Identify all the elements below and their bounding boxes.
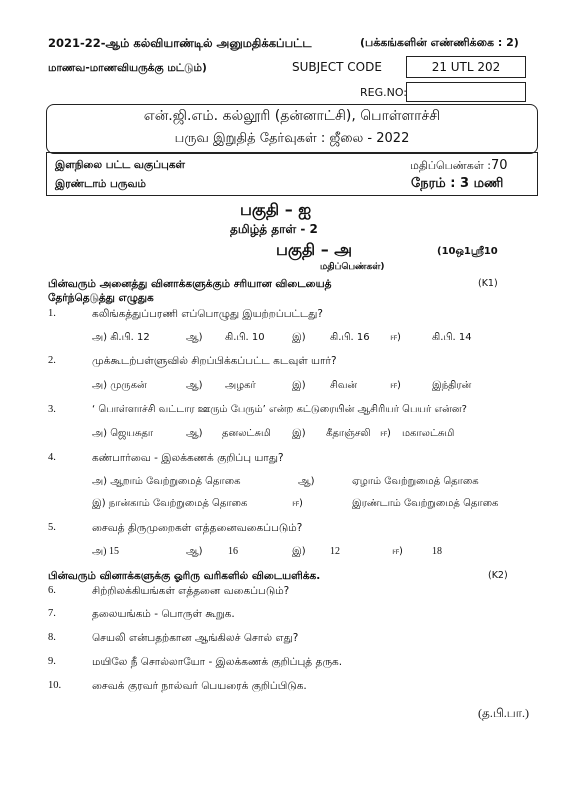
regno-field[interactable]	[406, 82, 526, 102]
question-text: மயிலே நீ சொல்லாயோ - இலக்கணக் குறிப்புத் தருக.	[92, 656, 343, 668]
option-c: இ) நான்காம் வேற்றுமைத் தொகை	[92, 498, 248, 509]
option-c: சிவன்	[330, 380, 358, 391]
header-students-note: மாணவ-மாணவியருக்கு மட்டும்)	[48, 62, 207, 74]
marks-label-text: மதிப்பெண்கள் :	[410, 159, 491, 172]
section-a-instruction-cont: தேர்ந்தெடுத்து எழுதுக	[48, 292, 154, 304]
question-number: 6.	[48, 585, 56, 596]
option-d-marker: ஈ)	[390, 380, 401, 391]
option-c-marker: இ)	[292, 546, 306, 557]
question-text: ‘ பொள்ளாச்சி வட்டார ஊரும் பேரும்’ என்ற கட்டுரையின் ஆசிரியர் பெயர் என்ன?	[92, 404, 467, 415]
option-b: ஏழாம் வேற்றுமைத் தொகை	[352, 476, 479, 487]
course-name: இளநிலை பட்ட வகுப்புகள்	[55, 159, 186, 171]
question-number: 10.	[48, 680, 62, 691]
option-c: 12	[330, 546, 340, 557]
option-d-marker: ஈ)	[292, 498, 303, 509]
section-a-level: (K1)	[478, 278, 498, 289]
paper-title: தமிழ்த் தாள் - 2	[230, 222, 318, 236]
section-a-marks: (10ஒ1ஸ்ரீ10	[437, 246, 498, 257]
option-d-marker: ஈ)	[390, 332, 401, 343]
question-text: முக்கூடற்பள்ளுவில் சிறப்பிக்கப்பட்ட கடவுள் யார்?	[92, 355, 337, 367]
section-b-level: (K2)	[488, 570, 508, 581]
option-d: 18	[432, 546, 442, 557]
option-c-marker: இ)	[292, 380, 306, 391]
option-a: அ) கி.பி. 12	[92, 332, 150, 343]
course-info-box	[46, 152, 538, 196]
question-number: 1.	[48, 308, 56, 319]
college-title-box	[46, 104, 538, 154]
semester: இரண்டாம் பருவம்	[55, 178, 146, 190]
question-number: 7.	[48, 608, 56, 619]
option-b: தனலட்சுமி	[222, 428, 271, 439]
option-b: அழகர்	[225, 380, 256, 391]
please-turn-over: (த.பி.பா.)	[478, 706, 529, 720]
subject-code-label: SUBJECT CODE	[292, 60, 382, 74]
question-text: சிற்றிலக்கியங்கள் எத்தனை வகைப்படும்?	[92, 585, 290, 597]
question-text: கலிங்கத்துப்பரணி எப்பொழுது இயற்றப்பட்டது?	[92, 308, 323, 320]
option-c-marker: இ)	[292, 332, 306, 343]
question-number: 2.	[48, 355, 56, 366]
section-b-instruction: பின்வரும் வினாக்களுக்கு ஓரிரு வரிகளில் விடையளிக்க.	[48, 570, 321, 582]
subject-code-box: 21 UTL 202	[406, 56, 526, 78]
question-text: சைவக் குரவர் நால்வர் பெயரைக் குறிப்பிடுக.	[92, 680, 307, 692]
option-a: அ) ஆறாம் வேற்றுமைத் தொகை	[92, 476, 241, 487]
option-a: அ) முருகன்	[92, 380, 147, 391]
option-b-marker: ஆ)	[186, 546, 203, 557]
exam-title: பருவ இறுதித் தேர்வுகள் : ஜீலை - 2022	[174, 131, 410, 146]
option-b: 16	[228, 546, 238, 557]
question-number: 9.	[48, 656, 56, 667]
option-d-marker: ஈ)	[392, 546, 403, 557]
marks-value: 70	[490, 158, 508, 173]
option-b-marker: ஆ)	[186, 380, 203, 391]
header-year-line: 2021-22-ஆம் கல்வியாண்டில் அனுமதிக்கப்பட்ட	[48, 36, 312, 50]
question-text: சைவத் திருமுறைகள் எத்தனைவகைப்படும்?	[92, 522, 303, 534]
question-number: 4.	[48, 452, 56, 463]
option-b-marker: ஆ)	[298, 476, 315, 487]
regno-label: REG.NO:	[360, 86, 408, 99]
option-c: கீதாஞ்சலி	[326, 428, 371, 439]
part-one-heading: பகுதி – ஐ	[240, 200, 312, 219]
option-a: அ) ஜெயசுதா	[92, 428, 154, 439]
option-d-marker: ஈ)	[380, 428, 391, 439]
marks-label	[410, 158, 508, 174]
option-a: அ) 15	[92, 546, 119, 557]
option-d: மகாலட்சுமி	[402, 428, 455, 439]
header-page-count: (பக்கங்களின் எண்ணிக்கை : 2)	[360, 36, 519, 49]
question-number: 8.	[48, 632, 56, 643]
option-c: கி.பி. 16	[330, 332, 370, 343]
option-d: இந்திரன்	[432, 380, 472, 391]
question-number: 5.	[48, 522, 56, 533]
section-a-heading: பகுதி – அ	[276, 240, 353, 259]
option-d: கி.பி. 14	[432, 332, 472, 343]
option-d: இரண்டாம் வேற்றுமைத் தொகை	[352, 498, 499, 509]
option-b-marker: ஆ)	[186, 332, 203, 343]
question-text: கண்பார்வை - இலக்கணக் குறிப்பு யாது?	[92, 452, 284, 464]
question-text: தலையங்கம் - பொருள் கூறுக.	[92, 608, 235, 620]
college-name: என்.ஜி.எம். கல்லூரி (தன்னாட்சி), பொள்ளாச்சி	[143, 108, 441, 124]
option-c-marker: இ)	[292, 428, 306, 439]
question-text: செயலி என்பதற்கான ஆங்கிலச் சொல் எது?	[92, 632, 299, 644]
question-number: 3.	[48, 404, 56, 415]
section-a-instruction: பின்வரும் அனைத்து வினாக்களுக்கும் சரியான விடையைத்	[48, 278, 332, 290]
time-duration: நேரம் : 3 மணி	[411, 176, 504, 191]
option-b-marker: ஆ)	[186, 428, 203, 439]
section-a-marks-unit: மதிப்பெண்கள்)	[320, 262, 385, 272]
option-b: கி.பி. 10	[225, 332, 265, 343]
